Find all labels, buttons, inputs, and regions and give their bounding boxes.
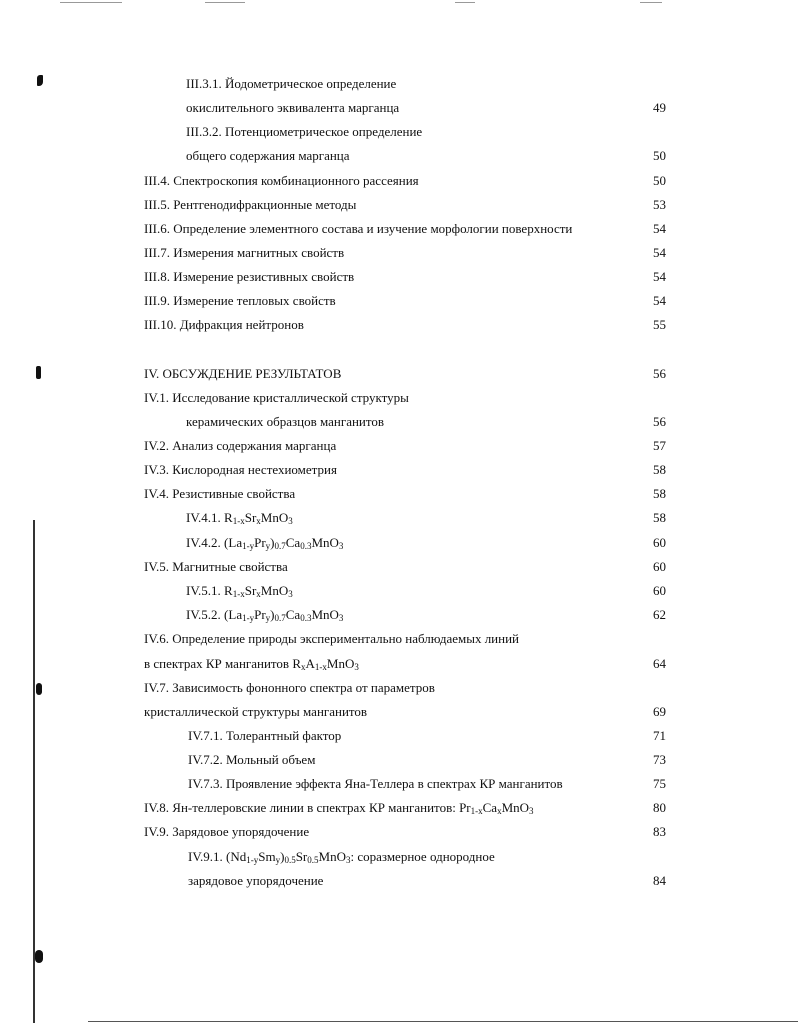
page-number: 54: [653, 221, 666, 236]
entry-text: : соразмерное однородное: [350, 849, 495, 864]
toc-entry-4-4-1: IV.4.1. $R_{1-x}Sr_xMnO_3$: [186, 510, 293, 526]
page-number: 56: [653, 366, 666, 381]
toc-entry-3-3-2-cont: общего содержания марганца: [186, 148, 350, 163]
page-number: 50: [653, 148, 666, 163]
toc-entry-4-7: IV.7. Зависимость фононного спектра от параметров: [144, 680, 435, 695]
toc-entry-3-9: III.9. Измерение тепловых свойств: [144, 293, 336, 308]
page-number: 64: [653, 656, 666, 671]
page-number: 62: [653, 607, 666, 622]
page-number: 58: [653, 462, 666, 477]
binding-hole-mark: [36, 683, 42, 695]
page-number: 58: [653, 486, 666, 501]
page-number: 60: [653, 559, 666, 574]
entry-number: IV.5.1.: [186, 583, 221, 598]
toc-entry-4-9-1-cont: зарядовое упорядочение: [188, 873, 324, 888]
page-number: 57: [653, 438, 666, 453]
page-number: 73: [653, 752, 666, 767]
scan-edge-left: [33, 520, 35, 1023]
page-number: 84: [653, 873, 666, 888]
toc-entry-4-6: IV.6. Определение природы экспериментально наблюдаемых линий: [144, 631, 520, 646]
entry-number: IV.5.2.: [186, 607, 221, 622]
toc-entry-4-5-1: IV.5.1. $R_{1-x}Sr_xMnO_3$: [186, 583, 293, 599]
toc-entry-4-9: IV.9. Зарядовое упорядочение: [144, 824, 310, 839]
page-number: 71: [653, 728, 666, 743]
page-number: 80: [653, 800, 666, 815]
page-number: 75: [653, 776, 666, 791]
toc-entry-3-5: III.5. Рентгенодифракционные методы: [144, 197, 357, 212]
page-number: 58: [653, 510, 666, 525]
binding-hole-mark: [37, 75, 43, 86]
page-number: 55: [653, 317, 666, 332]
toc-entry-3-7: III.7. Измерения магнитных свойств: [144, 245, 345, 260]
page-number: 60: [653, 583, 666, 598]
scan-edge-top: [640, 2, 662, 3]
scan-edge-top: [455, 2, 475, 3]
page-number: 50: [653, 173, 666, 188]
toc-entry-4-7-3: IV.7.3. Проявление эффекта Яна-Теллера в спектрах КР манганитов: [188, 776, 563, 791]
toc-entry-4-4: IV.4. Резистивные свойства: [144, 486, 296, 501]
toc-entry-3-4: III.4. Спектроскопия комбинационного рассеяния: [144, 173, 419, 188]
toc-entry-3-3-1: III.3.1. Йодометрическое определение: [186, 76, 397, 91]
toc-entry-3-3-2: III.3.2. Потенциометрическое определение: [186, 124, 423, 139]
toc-entry-4-5-2: IV.5.2. $(La_{1-y}Pr_y)_{0.7}Ca_{0.3}MnO_3$: [186, 607, 344, 623]
entry-number: IV.4.2.: [186, 535, 221, 550]
scan-edge-bottom: [88, 1021, 798, 1022]
toc-entry-4-2: IV.2. Анализ содержания марганца: [144, 438, 337, 453]
toc-entry-3-3-1-cont: окислительного эквивалента марганца: [186, 100, 400, 115]
entry-number: IV.4.1.: [186, 510, 221, 525]
page-number: 69: [653, 704, 666, 719]
toc-entry-4-1-cont: керамических образцов манганитов: [186, 414, 385, 429]
toc-entry-4-7-cont: кристаллической структуры манганитов: [144, 704, 368, 719]
toc-entry-4-3: IV.3. Кислородная нестехиометрия: [144, 462, 337, 477]
entry-number: IV.9.1.: [188, 849, 223, 864]
toc-entry-4-5: IV.5. Магнитные свойства: [144, 559, 288, 574]
toc-entry-4-1: IV.1. Исследование кристаллической структуры: [144, 390, 409, 405]
toc-entry-3-6: III.6. Определение элементного состава и изучение морфологии поверхности: [144, 221, 573, 236]
binding-hole-mark: [36, 366, 41, 379]
toc-entry-4-9-1: IV.9.1. $(Nd_{1-y}Sm_y)_{0.5}Sr_{0.5}MnO_3$: соразмерное однородное: [188, 849, 495, 865]
page-number: 54: [653, 245, 666, 260]
page-number: 54: [653, 269, 666, 284]
entry-text: IV.8. Ян-теллеровские линии в спектрах КР манганитов:: [144, 800, 456, 815]
binding-hole-mark: [35, 950, 43, 963]
scan-edge-top: [205, 2, 245, 3]
toc-entry-4-4-2: IV.4.2. $(La_{1-y}Pr_y)_{0.7}Ca_{0.3}MnO_3$: [186, 535, 344, 551]
scan-edge-top: [60, 2, 122, 3]
toc-entry-4-7-1: IV.7.1. Толерантный фактор: [188, 728, 342, 743]
page-number: 83: [653, 824, 666, 839]
toc-entry-3-10: III.10. Дифракция нейтронов: [144, 317, 304, 332]
toc-entry-4-6-cont: в спектрах КР манганитов $R_xA_{1-x}MnO_3$: [144, 656, 359, 672]
page-number: 54: [653, 293, 666, 308]
toc-entry-3-8: III.8. Измерение резистивных свойств: [144, 269, 355, 284]
toc-entry-4-7-2: IV.7.2. Мольный объем: [188, 752, 316, 767]
toc-chapter-4: IV. ОБСУЖДЕНИЕ РЕЗУЛЬТАТОВ: [144, 366, 342, 381]
toc-entry-4-8: IV.8. Ян-теллеровские линии в спектрах КР манганитов: $Pr_{1-x}Ca_xMnO_3$: [144, 800, 534, 816]
page-number: 53: [653, 197, 666, 212]
page-number: 56: [653, 414, 666, 429]
entry-text: в спектрах КР манганитов: [144, 656, 290, 671]
page-number: 60: [653, 535, 666, 550]
page-number: 49: [653, 100, 666, 115]
